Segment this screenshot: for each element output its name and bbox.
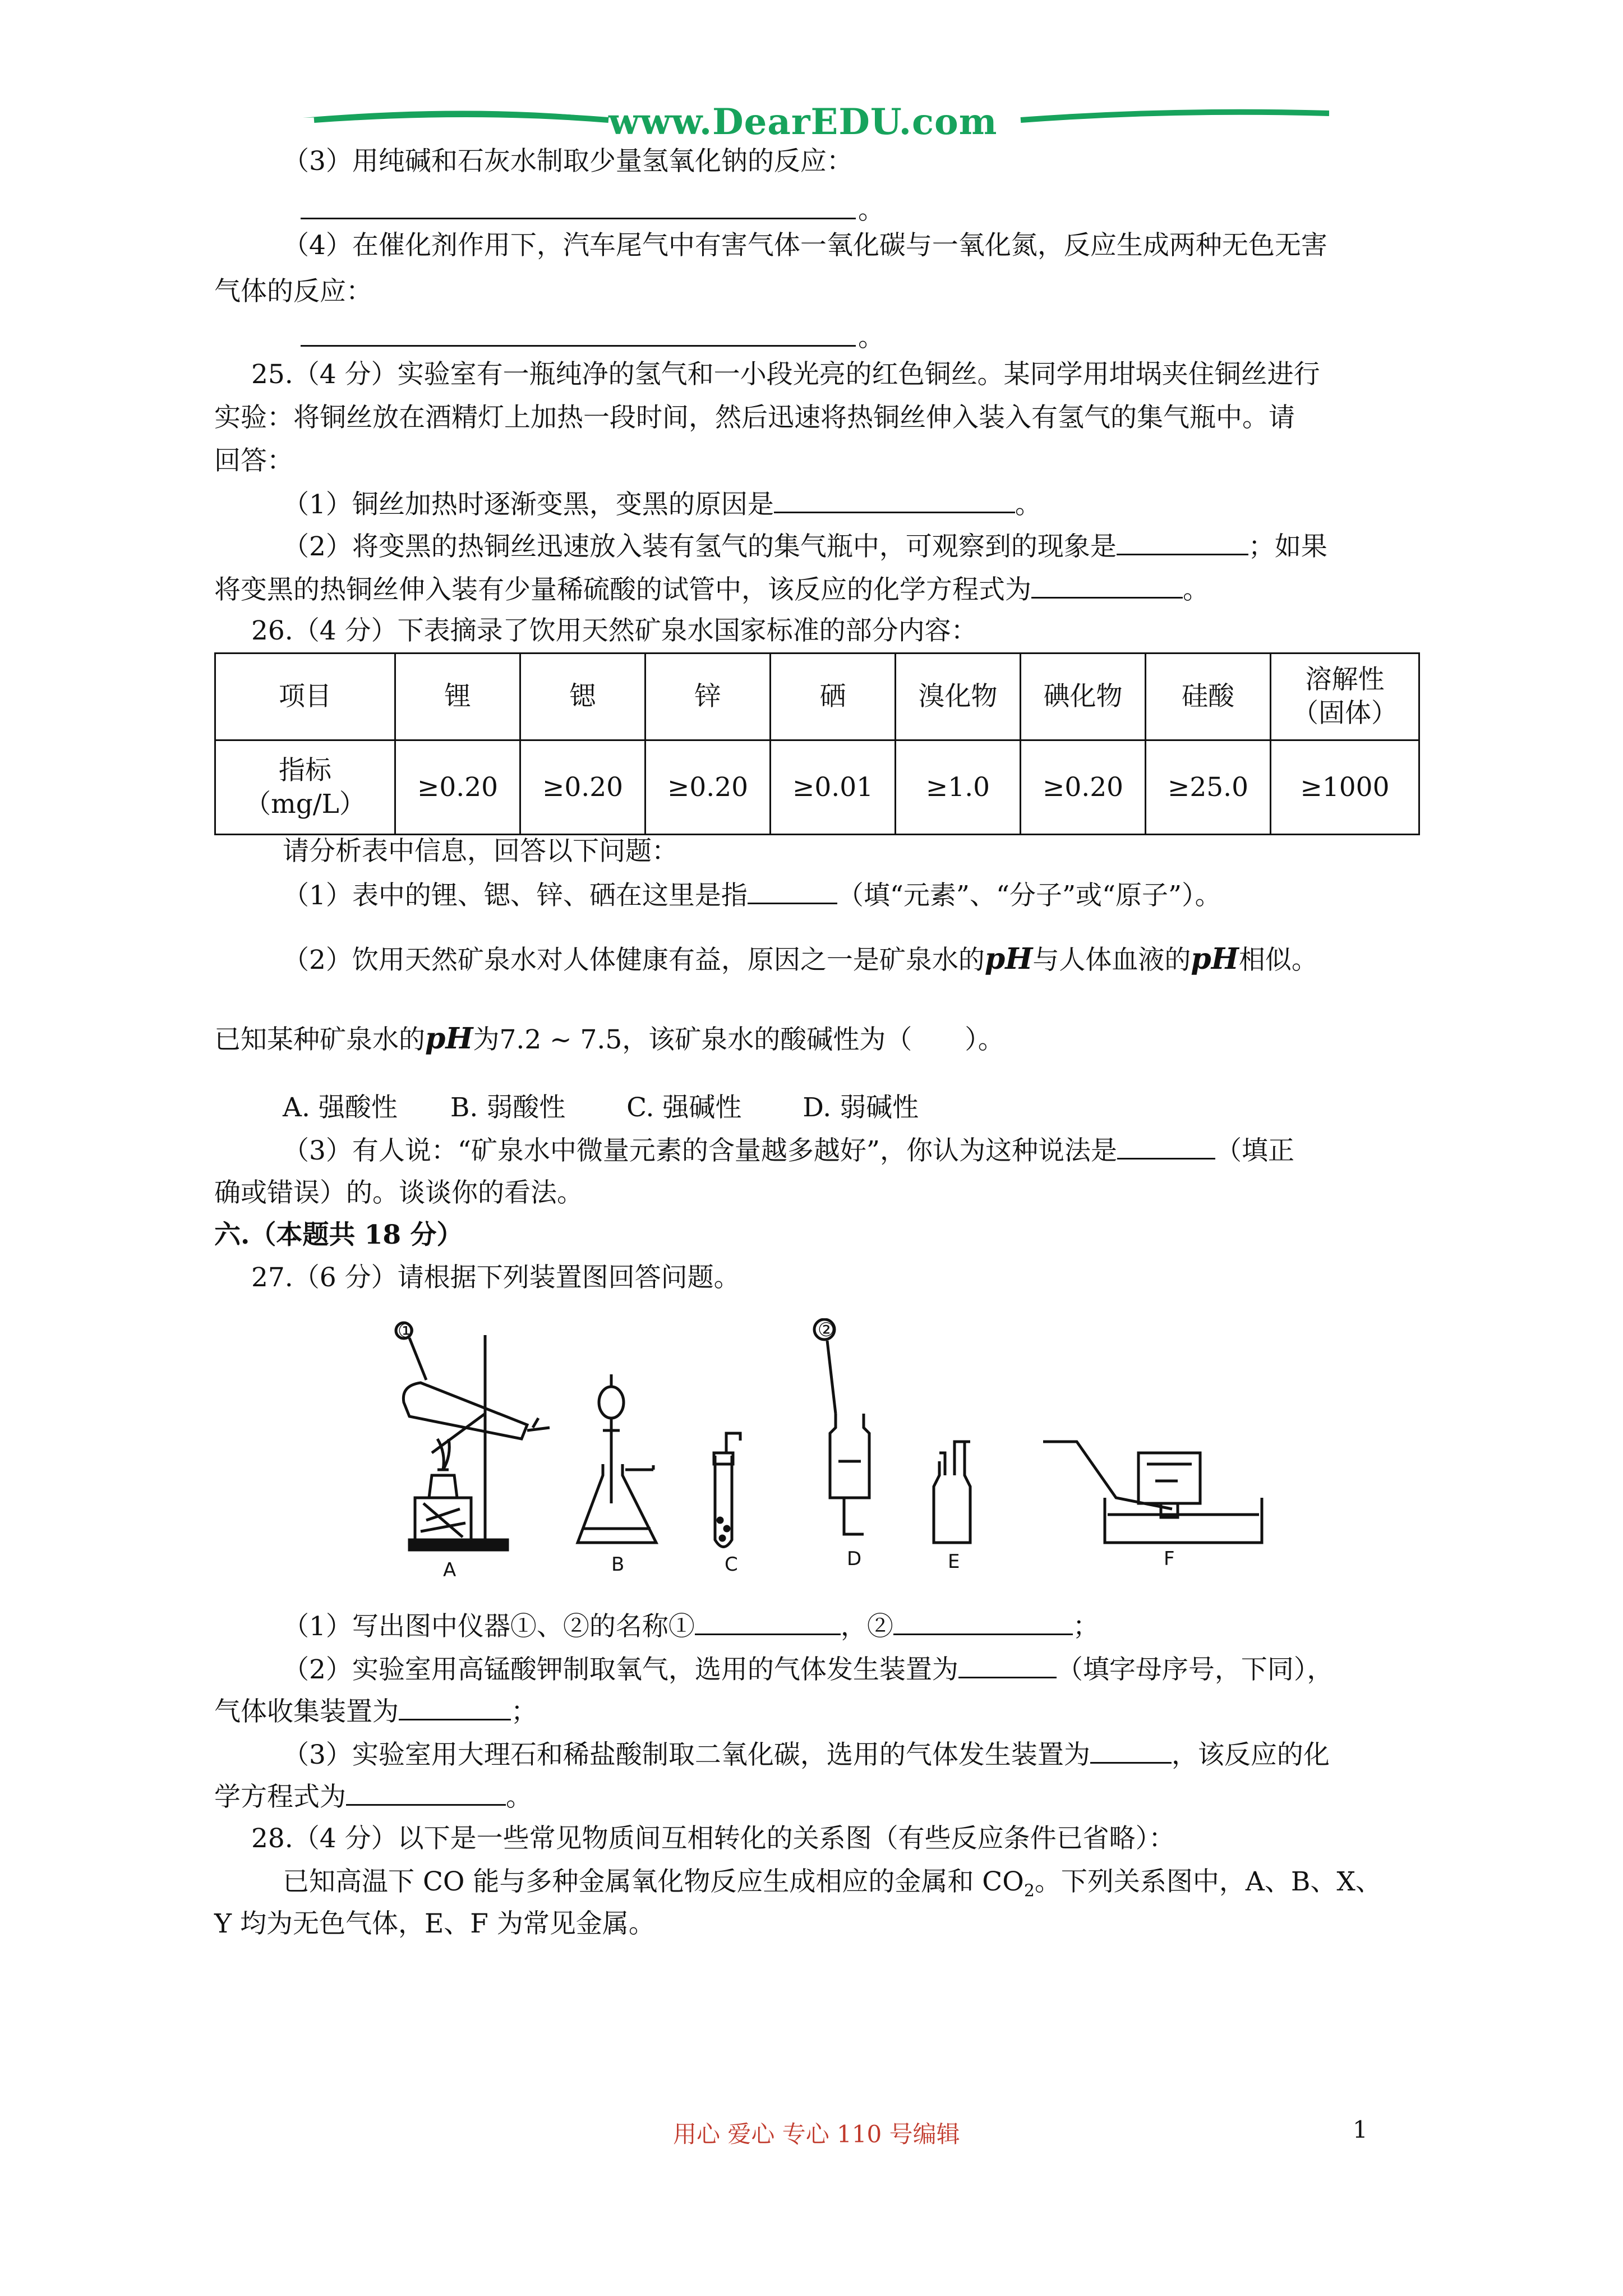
q25-line3: 回答： xyxy=(214,445,293,476)
figure-label-b: B xyxy=(611,1553,625,1576)
table-cell: 硒 xyxy=(771,654,896,740)
table-cell: 溶解性 （固体） xyxy=(1271,654,1419,740)
table-cell: ≥0.20 xyxy=(395,740,520,835)
q26-1: （1）表中的锂、锶、锌、硒在这里是指 （填“元素”、“分子”或“原子”）。 xyxy=(283,878,1221,913)
apparatus-f-water-trough xyxy=(1043,1442,1262,1543)
apparatus-e-gas-bottle xyxy=(934,1442,970,1543)
q27-1: （1）写出图中仪器①、②的名称① ，② ； xyxy=(283,1609,1099,1644)
q26-prompt: 请分析表中信息，回答以下问题： xyxy=(283,836,678,867)
period: 。 xyxy=(858,195,884,226)
answer-line xyxy=(301,345,856,347)
q25-2-line1: （2）将变黑的热铜丝迅速放入装有氢气的集气瓶中，可观察到的现象是 ；如果 xyxy=(283,529,1327,564)
marker-1: ① xyxy=(398,1320,415,1342)
table-header-row xyxy=(215,654,1419,740)
figure-label-e: E xyxy=(948,1550,960,1573)
period: 。 xyxy=(858,322,884,353)
table-cell: ≥1000 xyxy=(1271,740,1419,835)
table-cell: 溴化物 xyxy=(896,654,1021,740)
table-cell: 项目 xyxy=(215,654,395,740)
table-cell: 碘化物 xyxy=(1021,654,1146,740)
table-cell: 锂 xyxy=(395,654,520,740)
q26-intro: 26.（4 分）下表摘录了饮用天然矿泉水国家标准的部分内容： xyxy=(251,615,978,646)
apparatus-a-heating-setup xyxy=(396,1323,550,1550)
q27-3-line2: 学方程式为 。 xyxy=(214,1779,532,1814)
q25-line1: 25.（4 分）实验室有一瓶纯净的氢气和一小段光亮的红色铜丝。某同学用坩埚夹住铜丝进行 xyxy=(251,359,1320,390)
table-cell: 锌 xyxy=(645,654,771,740)
figure-label-f: F xyxy=(1164,1548,1175,1570)
table-cell: ≥0.01 xyxy=(771,740,896,835)
q24-4-line2: 气体的反应： xyxy=(214,276,372,307)
header-logo-text: www.DearEDU.com xyxy=(608,101,998,143)
q28-line1: 已知高温下 CO 能与多种金属氧化物反应生成相应的金属和 $CO_2$。下列关系图中，A、B、X、 xyxy=(283,1866,1382,1901)
marker-2: ② xyxy=(818,1319,835,1341)
q26-2-line2: 已知某种矿泉水的pH为7.2 ~ 7.5，该矿泉水的酸碱性为（ ）。 xyxy=(214,1022,1004,1056)
q28-line2: Y 均为无色气体，E、F 为常见金属。 xyxy=(214,1908,655,1939)
figure-label-a: A xyxy=(443,1559,457,1581)
table-cell: ≥0.20 xyxy=(520,740,645,835)
apparatus-figure xyxy=(387,1318,1267,1588)
q26-3-line1: （3）有人说：“矿泉水中微量元素的含量越多越好”，你认为这种说法是 （填正 xyxy=(283,1133,1294,1168)
table-cell: ≥0.20 xyxy=(1021,740,1146,835)
q27-3-line1: （3）实验室用大理石和稀盐酸制取二氧化碳，选用的气体发生装置为 ，该反应的化 xyxy=(283,1737,1330,1772)
apparatus-b-conical-flask xyxy=(578,1374,656,1543)
q24-4-line1: （4）在催化剂作用下，汽车尾气中有害气体一氧化碳与一氧化氮，反应生成两种无色无害 xyxy=(283,230,1327,261)
section-heading: 六.（本题共 18 分） xyxy=(214,1220,463,1250)
q25-2-line2: 将变黑的热铜丝伸入装有少量稀硫酸的试管中，该反应的化学方程式为 。 xyxy=(214,572,1209,607)
q27-2-line2: 气体收集装置为 ； xyxy=(214,1694,537,1729)
table-cell: 锶 xyxy=(520,654,645,740)
page-number: 1 xyxy=(1353,2116,1368,2143)
figure-label-d: D xyxy=(847,1548,862,1570)
table-cell: ≥25.0 xyxy=(1146,740,1271,835)
table-cell: ≥1.0 xyxy=(896,740,1021,835)
table-cell: 硅酸 xyxy=(1146,654,1271,740)
q26-3-line2: 确或错误）的。谈谈你的看法。 xyxy=(214,1177,583,1208)
q27-2-line1: （2）实验室用高锰酸钾制取氧气，选用的气体发生装置为 （填字母序号，下同）， xyxy=(283,1652,1333,1687)
q25-line2: 实验：将铜丝放在酒精灯上加热一段时间，然后迅速将热铜丝伸入装入有氢气的集气瓶中。请 xyxy=(214,402,1295,433)
table-cell: ≥0.20 xyxy=(645,740,771,835)
apparatus-d-container xyxy=(814,1319,869,1534)
figure-label-c: C xyxy=(725,1553,738,1576)
q28-intro: 28.（4 分）以下是一些常见物质间互相转化的关系图（有些反应条件已省略）： xyxy=(251,1823,1175,1854)
table-cell: 指标 （mg/L） xyxy=(215,740,395,835)
footer-editor-note: 用心 爱心 专心 110 号编辑 xyxy=(673,2120,960,2148)
q27-intro: 27.（6 分）请根据下列装置图回答问题。 xyxy=(251,1262,740,1293)
apparatus-c-test-tube xyxy=(714,1433,740,1547)
mineral-water-standard-table xyxy=(214,652,1420,835)
q26-2-line1: （2）饮用天然矿泉水对人体健康有益，原因之一是矿泉水的pH与人体血液的pH相似。 xyxy=(283,942,1318,976)
q26-options: A. 强酸性 B. 弱酸性 C. 强碱性 D. 弱碱性 xyxy=(283,1092,919,1123)
q25-1: （1）铜丝加热时逐渐变黑，变黑的原因是 。 xyxy=(283,487,1041,522)
answer-line xyxy=(301,218,856,219)
q24-3: （3）用纯碱和石灰水制取少量氢氧化钠的反应： xyxy=(283,146,853,177)
table-row xyxy=(215,740,1419,835)
